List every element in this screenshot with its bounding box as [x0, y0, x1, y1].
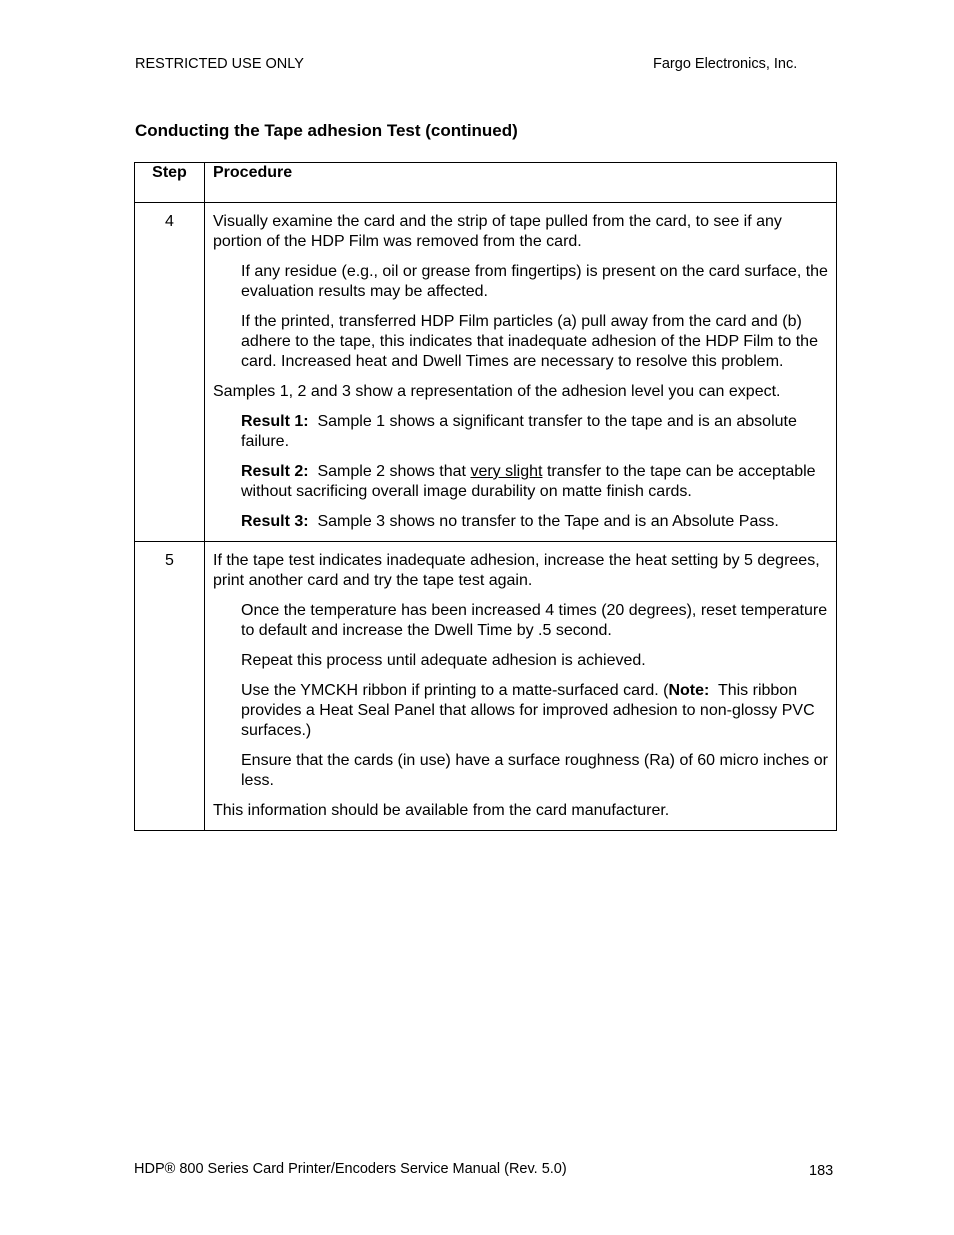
step-number: 5	[135, 542, 205, 831]
section-title: Conducting the Tape adhesion Test (continued)	[135, 121, 518, 140]
procedure-column-header: Procedure	[205, 163, 837, 203]
step-column-header: Step	[135, 163, 205, 203]
procedure-cell	[205, 203, 837, 542]
table-row	[135, 203, 837, 542]
result-text: transfer to the tape can be acceptable without sacrificing overall image durability on matte finish cards.	[241, 463, 816, 500]
procedure-paragraph: This information should be available from the card manufacturer.	[213, 802, 670, 819]
procedure-paragraph: Repeat this process until adequate adhesion is achieved.	[241, 652, 646, 669]
procedure-paragraph: Visually examine the card and the strip of tape pulled from the card, to see if any portion of the HDP Film was removed from the card.	[213, 213, 782, 250]
step-number: 4	[135, 203, 205, 542]
result-text: Sample 1 shows a significant transfer to the tape and is an absolute failure.	[241, 413, 797, 450]
table-row	[135, 542, 837, 831]
procedure-paragraph: Once the temperature has been increased 4 times (20 degrees), reset temperature to default and increase the Dwell Time by .5 second.	[241, 602, 828, 639]
result-2	[213, 462, 832, 502]
result-3	[213, 512, 832, 532]
result-label: Result 3:	[241, 513, 309, 530]
note-text: This ribbon provides a Heat Seal Panel that allows for improved adhesion to non-glossy PVC surfaces.)	[241, 682, 815, 739]
result-text: Sample 3 shows no transfer to the Tape and is an Absolute Pass.	[317, 513, 779, 530]
procedure-cell	[205, 542, 837, 831]
result-label: Result 1:	[241, 413, 309, 430]
procedure-paragraph: If any residue (e.g., oil or grease from fingertips) is present on the card surface, the evaluation results may be affected.	[241, 263, 828, 300]
result-label: Result 2:	[241, 463, 309, 480]
result-text: Sample 2 shows that	[317, 463, 466, 480]
underlined-text: very slight	[470, 463, 543, 480]
footer-manual-title: HDP® 800 Series Card Printer/Encoders Service Manual (Rev. 5.0)	[134, 1161, 567, 1177]
header-company: Fargo Electronics, Inc.	[653, 56, 798, 72]
result-1	[213, 412, 832, 452]
procedure-table	[134, 162, 837, 831]
page-number: 183	[809, 1163, 834, 1179]
header-restricted: RESTRICTED USE ONLY	[135, 56, 304, 72]
procedure-paragraph: If the tape test indicates inadequate adhesion, increase the heat setting by 5 degrees, print another card and try the tape test again.	[213, 552, 820, 589]
procedure-paragraph	[213, 681, 832, 741]
table-header-row	[135, 163, 837, 203]
procedure-paragraph: Ensure that the cards (in use) have a surface roughness (Ra) of 60 micro inches or less.	[241, 752, 828, 789]
note-label: Note:	[668, 682, 710, 699]
procedure-paragraph: Samples 1, 2 and 3 show a representation of the adhesion level you can expect.	[213, 383, 781, 400]
procedure-paragraph: If the printed, transferred HDP Film particles (a) pull away from the card and (b) adhere to the tape, this indicates that inadequate adhesion of the HDP Film to the card. Increased heat and Dwell Times are necessary to resolve this problem.	[241, 313, 818, 370]
note-pre: Use the YMCKH ribbon if printing to a matte-surfaced card. (	[241, 682, 669, 699]
